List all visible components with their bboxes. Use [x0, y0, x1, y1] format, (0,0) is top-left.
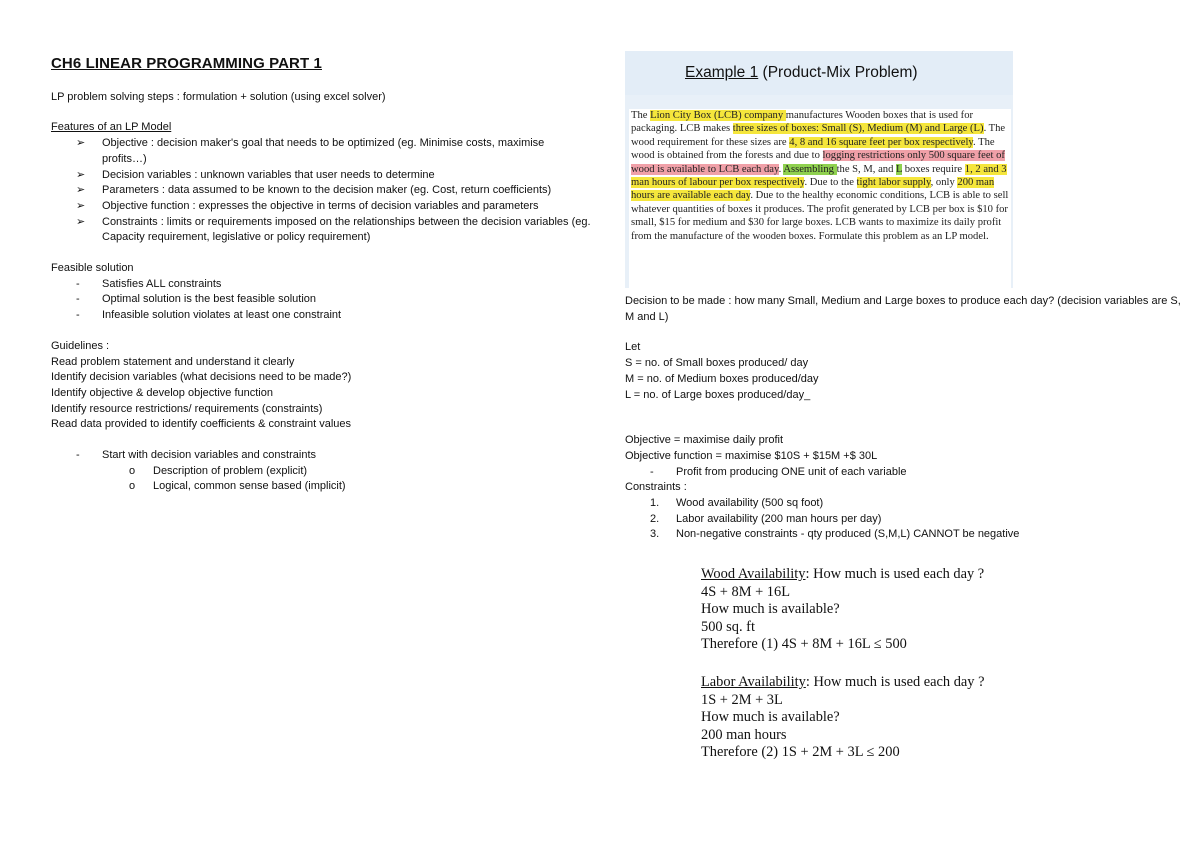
list-item: ➢ Decision variables : unknown variables that user needs to determine: [51, 168, 591, 184]
constraints-heading: Constraints :: [625, 481, 687, 494]
list-item: ➢ Objective : decision maker's goal that needs to be optimized (eg. Minimise costs, maximise profits…): [76, 137, 545, 165]
feasible-list: [51, 277, 591, 324]
labor-constraint: Therefore (2) 1S + 2M + 3L ≤ 200: [701, 744, 900, 761]
list-item: 1. Wood availability (500 sq foot): [650, 497, 824, 510]
list-item: ➢ Constraints : limits or requirements imposed on the relationships between the decision variables (eg. Capacity requirement, legislative or policy requirement): [76, 215, 591, 244]
dash-bullet-icon: -: [650, 465, 654, 478]
list-item: - Start with decision variables and constraints: [51, 448, 591, 464]
wood-available-value: 500 sq. ft: [701, 618, 755, 635]
list-item: ➢ Objective function : expresses the objective in terms of decision variables and parameters: [51, 199, 591, 215]
guideline-line: Identify resource restrictions/ requirements (constraints): [51, 402, 323, 415]
list-item: - Satisfies ALL constraints: [51, 277, 591, 293]
example-problem-text: The Lion City Box (LCB) company manufactures Wooden boxes that is used for packaging. LCB makes three sizes of boxes: Small (S), Medium (M) and Large (L). The wood requirement for these sizes are 4, 8 and 16 square feet per box respectively. The wood is obtained from the forests and due to logging restrictions only 500 square feet of wood is available to LCB each day. Assembling the S, M, and L boxes require 1, 2 and 3 man hours of labour per box respectively. Due to the tight labor supply, only 200 man hours are available each day. Due to the healthy economic conditions, LCB is able to sell whatever quantities of boxes it produces. The profit generated by LCB per box is $10 for small, $15 for medium and $30 for large boxes. LCB wants to maximize its daily profit from the manufacture of the wooden boxes. Formulate this problem as an LP model.: [629, 109, 1011, 288]
list-item: o Logical, common sense based (implicit): [51, 479, 591, 495]
list-item: 2. Labor availability (200 man hours per day): [650, 512, 882, 525]
arrow-bullet-icon: ➢: [76, 199, 86, 212]
start-list: [51, 448, 591, 464]
labor-available-question: How much is available?: [701, 709, 840, 726]
example-title: Example 1 (Product-Mix Problem): [685, 64, 918, 81]
circle-bullet-icon: o: [129, 480, 136, 493]
arrow-bullet-icon: ➢: [76, 215, 86, 228]
wood-available-question: How much is available?: [701, 601, 840, 618]
arrow-bullet-icon: ➢: [76, 184, 86, 197]
start-sublist: [51, 464, 591, 495]
profit-note-list: [625, 465, 1185, 481]
example-header: [625, 51, 1013, 95]
arrow-bullet-icon: ➢: [76, 168, 86, 181]
list-item: - Profit from producing ONE unit of each variable: [625, 465, 1185, 481]
features-list: [51, 136, 591, 246]
feasible-heading: Feasible solution: [51, 262, 134, 275]
dash-bullet-icon: -: [76, 293, 80, 306]
variable-line: L = no. of Large boxes produced/day_: [625, 388, 811, 401]
labor-question: Labor Availability: How much is used each day ?: [701, 673, 985, 690]
objective-text: Objective = maximise daily profit: [625, 434, 784, 447]
wood-question: Wood Availability: How much is used each day ?: [701, 566, 985, 582]
constraints-list: [625, 496, 1185, 543]
decision-text: Decision to be made : how many Small, Medium and Large boxes to produce each day? (decision variables are S, M and L): [625, 295, 1181, 323]
right-column: [625, 294, 1185, 543]
guideline-line: Read data provided to identify coefficients & constraint values: [51, 418, 352, 431]
objective-function: Objective function = maximise $10S + $15M +$ 30L: [625, 449, 878, 462]
example-image: [625, 51, 1013, 288]
let-label: Let: [625, 341, 641, 354]
guideline-line: Identify objective & develop objective function: [51, 386, 273, 399]
page-title: CH6 LINEAR PROGRAMMING PART 1: [51, 55, 322, 72]
guideline-line: Identify decision variables (what decisions need to be made?): [51, 371, 352, 384]
dash-bullet-icon: -: [76, 449, 80, 462]
list-item: ➢ Parameters : data assumed to be known to the decision maker (eg. Cost, return coefficients): [51, 183, 591, 199]
circle-bullet-icon: o: [129, 464, 136, 477]
left-column: [51, 56, 591, 495]
guidelines-heading: Guidelines :: [51, 339, 110, 352]
intro-text: LP problem solving steps : formulation + solution (using excel solver): [51, 90, 386, 103]
list-item: - Optimal solution is the best feasible solution: [51, 292, 591, 308]
variable-line: M = no. of Medium boxes produced/day: [625, 372, 819, 385]
list-item: 3. Non-negative constraints - qty produced (S,M,L) CANNOT be negative: [650, 528, 1020, 541]
dash-bullet-icon: -: [76, 309, 80, 322]
list-item: - Infeasible solution violates at least one constraint: [51, 308, 591, 324]
wood-constraint: Therefore (1) 4S + 8M + 16L ≤ 500: [701, 636, 907, 653]
list-item: o Description of problem (explicit): [51, 464, 591, 480]
constraint-derivation: [701, 566, 984, 762]
variable-line: S = no. of Small boxes produced/ day: [625, 357, 809, 370]
wood-expression: 4S + 8M + 16L: [701, 583, 790, 600]
guideline-line: Read problem statement and understand it clearly: [51, 355, 295, 368]
labor-available-value: 200 man hours: [701, 726, 787, 743]
labor-expression: 1S + 2M + 3L: [701, 691, 783, 708]
dash-bullet-icon: -: [76, 277, 80, 290]
features-heading: Features of an LP Model: [51, 121, 172, 134]
arrow-bullet-icon: ➢: [76, 137, 86, 150]
